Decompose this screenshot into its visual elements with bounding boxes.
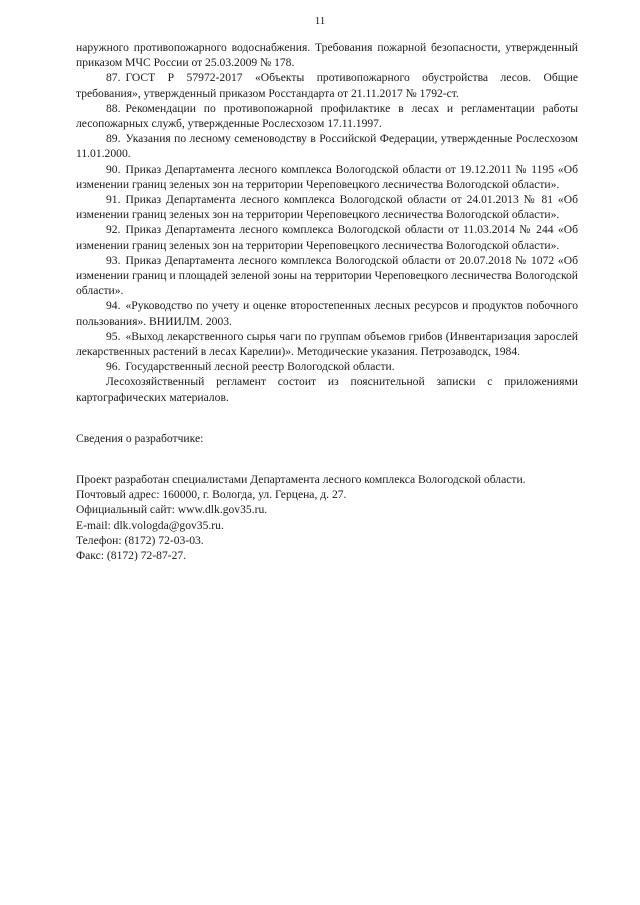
developer-info-block [76, 472, 578, 563]
item-number: 94. [106, 299, 121, 313]
email-address: E-mail: dlk.vologda@gov35.ru. [76, 518, 224, 532]
item-number: 93. [106, 253, 121, 267]
phone-number: Телефон: (8172) 72-03-03. [76, 533, 204, 547]
item-text: Приказ Департамента лесного комплекса Вологодской области от 20.07.2018 № 1072 «Об изменении границ и площадей зеленой зоны на территории Череповецкого лесничества Вологодской области». [76, 253, 578, 298]
reference-list [76, 70, 578, 374]
list-item [76, 222, 578, 252]
list-item [76, 329, 578, 359]
item-text: Приказ Департамента лесного комплекса Вологодской области от 11.03.2014 № 244 «Об изменении границ зеленых зон на территории Череповецкого лесничества Вологодской области». [76, 223, 578, 252]
item-text: ГОСТ Р 57972-2017 «Объекты противопожарного обустройства лесов. Общие требования», утвержденный приказом Росстандарта от 21.11.2017 № 1792-ст. [76, 71, 578, 100]
list-item [76, 359, 578, 374]
list-item [76, 192, 578, 222]
item-text: Рекомендации по противопожарной профилактике в лесах и регламентации работы лесопожарных служб, утвержденные Рослесхозом 17.11.1997. [76, 101, 578, 131]
item-text: Государственный лесной реестр Вологодской области. [125, 360, 395, 374]
item-text: Указания по лесному семеноводству в Российской Федерации, утвержденные Рослесхозом 11.01.2000. [76, 132, 578, 161]
item-text: Приказ Департамента лесного комплекса Вологодской области от 19.12.2011 № 1195 «Об изменении границ зеленых зон на территории Череповецкого лесничества Вологодской области». [76, 162, 578, 191]
continuation-paragraph: наружного противопожарного водоснабжения. Требования пожарной безопасности, утвержденный приказом МЧС России от 25.03.2009 № 178. [76, 41, 578, 70]
item-number: 91. [106, 193, 121, 207]
item-number: 89. [106, 132, 121, 146]
list-item [76, 131, 578, 161]
item-text: «Выход лекарственного сырья чаги по группам объемов грибов (Инвентаризация зарослей лекарственных растений в лесах Карелии)». Методические указания. Петрозаводск, 1984. [76, 329, 578, 359]
item-number: 88. [106, 101, 121, 115]
page-number: 11 [314, 15, 326, 27]
fax-number: Факс: (8172) 72-87-27. [76, 549, 187, 563]
item-number: 96. [106, 360, 121, 374]
item-text: Приказ Департамента лесного комплекса Вологодской области от 24.01.2013 № 81 «Об изменении границ зеленых зон на территории Череповецкого лесничества Вологодской области». [76, 193, 578, 222]
list-item [76, 253, 578, 299]
developer-info-header: Сведения о разработчике: [76, 431, 204, 445]
closing-paragraph: Лесохозяйственный регламент состоит из пояснительной записки с приложениями картографических материалов. [76, 375, 578, 404]
official-website: Официальный сайт: www.dlk.gov35.ru. [76, 503, 268, 517]
document-body [76, 40, 578, 563]
list-item [76, 162, 578, 192]
list-item [76, 70, 578, 100]
postal-address: Почтовый адрес: 160000, г. Вологда, ул. Герцена, д. 27. [76, 488, 347, 502]
list-item [76, 298, 578, 328]
list-item [76, 101, 578, 131]
item-text: «Руководство по учету и оценке второстепенных лесных ресурсов и продуктов побочного пользования». ВНИИЛМ. 2003. [76, 299, 578, 328]
developer-line: Проект разработан специалистами Департамента лесного комплекса Вологодской области. [76, 473, 526, 487]
item-number: 87. [106, 71, 121, 85]
item-number: 92. [106, 223, 121, 237]
item-number: 90. [106, 162, 121, 176]
item-number: 95. [106, 329, 121, 343]
